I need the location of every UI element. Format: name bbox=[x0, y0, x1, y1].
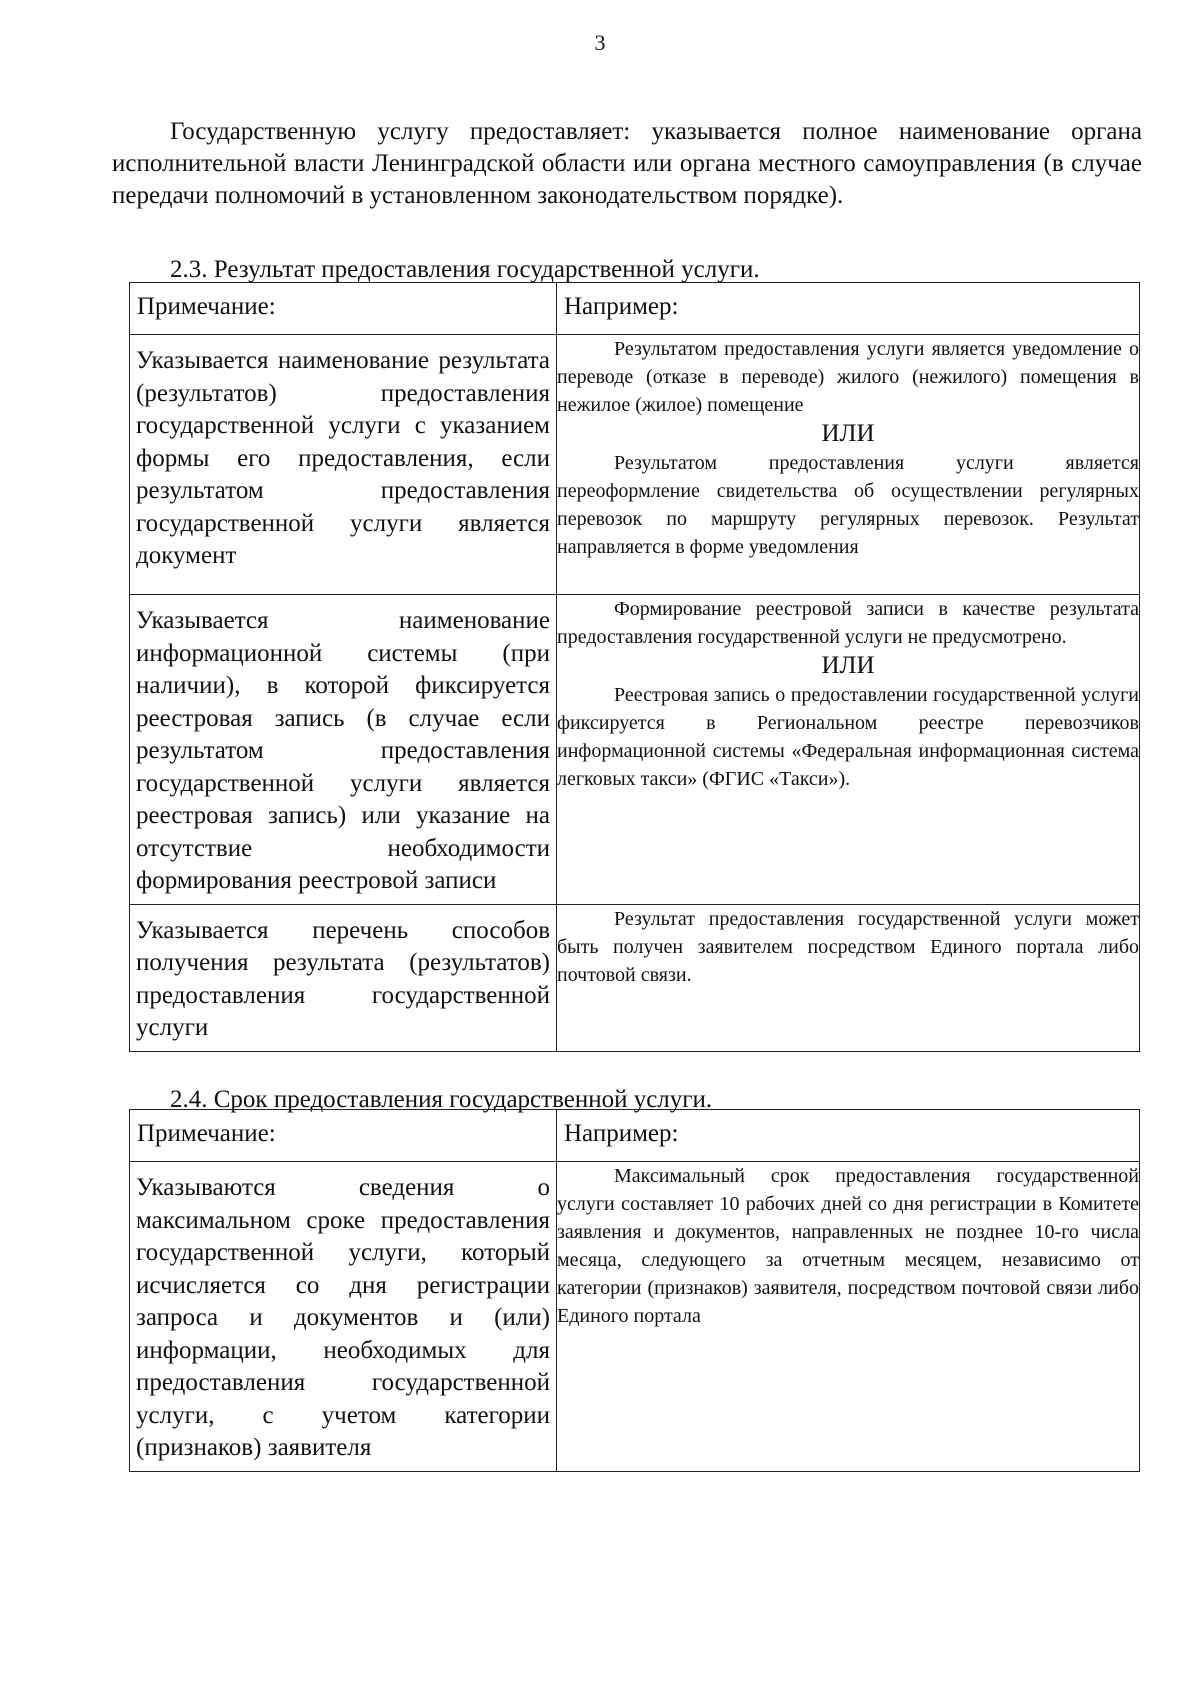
example-cell bbox=[557, 335, 1140, 595]
section-2-4-title: 2.4. Срок предоставления государственной услуги. bbox=[170, 1086, 713, 1113]
intro-text: Государственную услугу предоставляет: указывается полное наименование органа исполнительной власти Ленинградской области или органа местного самоуправления (в случае передачи полномочий в установленном законодательством порядке). bbox=[112, 118, 1142, 209]
section-2-3-title: 2.3. Результат предоставления государственной услуги. bbox=[170, 256, 760, 283]
header-note: Примечание: bbox=[130, 1110, 557, 1162]
result-table bbox=[129, 282, 1140, 1052]
example-text: Результат предоставления государственной услуги может быть получен заявителем посредством Единого портала либо почтовой связи. bbox=[557, 907, 1139, 986]
note-cell: Указывается наименование информационной системы (при наличии), в которой фиксируется реестровая запись (в случае если результатом предоставления государственной услуги является реестровая запись) или указание на отсутствие необходимости формирования реестровой записи bbox=[136, 607, 550, 894]
example-text: Максимальный срок предоставления государственной услуги составляет 10 рабочих дней со дня регистрации в Комитете заявления и документов, направленных не позднее 10-го числа месяца, следующего за отчетным месяцем, независимо от категории (признаков) заявителя, посредством почтовой связи либо Единого портала bbox=[557, 1165, 1139, 1327]
table-row bbox=[130, 1162, 1140, 1472]
example-cell bbox=[557, 1162, 1140, 1472]
page-number: 3 bbox=[594, 30, 606, 55]
table-header-row bbox=[130, 1110, 1140, 1162]
table-row bbox=[130, 335, 1140, 595]
header-example: Например: bbox=[557, 283, 1140, 335]
note-cell: Указываются сведения о максимальном сроке предоставления государственной услуги, который исчисляется со дня регистрации запроса и документов и (или) информации, необходимых для предоставления государственной услуги, с учетом категории (признаков) заявителя bbox=[136, 1174, 550, 1461]
or-separator: ИЛИ bbox=[821, 420, 875, 447]
table-row bbox=[130, 904, 1140, 1051]
note-cell: Указывается наименование результата (результатов) предоставления государственной услуги с указанием формы его предоставления, если результатом предоставления государственной услуги является документ bbox=[136, 347, 550, 569]
note-cell: Указывается перечень способов получения результата (результатов) предоставления государственной услуги bbox=[136, 916, 550, 1041]
example-text: Результатом предоставления услуги является переоформление свидетельства об осуществлении регулярных перевозок по маршруту регулярных перевозок. Результат направляется в форме уведомления bbox=[557, 452, 1139, 558]
example-text: Реестровая запись о предоставлении государственной услуги фиксируется в Региональном реестре перевозчиков информационной системы «Федеральная информационная система легковых такси» (ФГИС «Такси»). bbox=[557, 684, 1139, 790]
intro-paragraph bbox=[112, 116, 1142, 212]
or-separator: ИЛИ bbox=[821, 652, 875, 679]
example-text: Результатом предоставления услуги является уведомление о переводе (отказе в переводе) жилого (нежилого) помещения в нежилое (жилое) помещение bbox=[557, 338, 1139, 416]
header-example: Например: bbox=[557, 1110, 1140, 1162]
example-text: Формирование реестровой записи в качестве результата предоставления государственной услуги не предусмотрено. bbox=[557, 598, 1139, 648]
example-cell bbox=[557, 904, 1140, 1051]
header-note: Примечание: bbox=[130, 283, 557, 335]
example-cell bbox=[557, 595, 1140, 905]
term-table bbox=[129, 1109, 1140, 1472]
table-header-row bbox=[130, 283, 1140, 335]
table-row bbox=[130, 595, 1140, 905]
